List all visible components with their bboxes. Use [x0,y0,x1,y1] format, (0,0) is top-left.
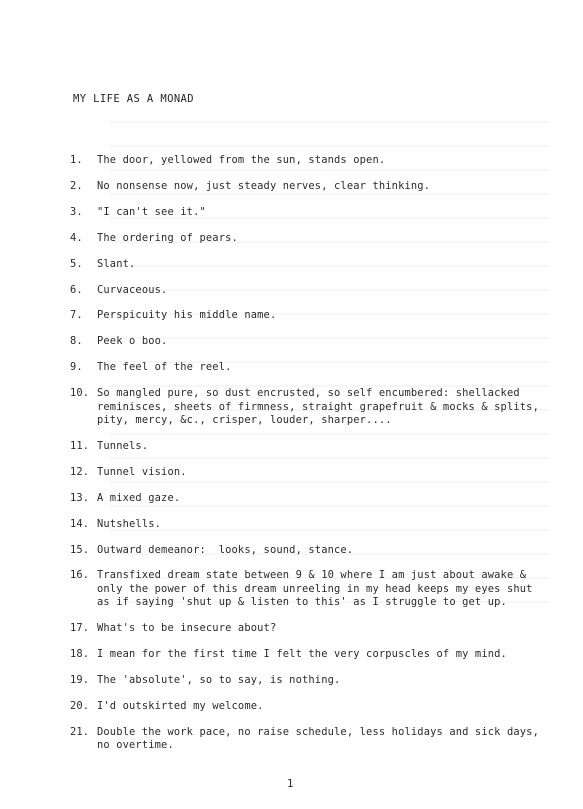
item-text: Tunnel vision. [97,465,187,478]
item-number: 17. [70,622,90,635]
item-text: Curvaceous. [97,283,168,296]
item-number: 1. [70,154,83,166]
item-number: 10. [70,387,90,400]
item-number: 12. [70,465,90,478]
item-text: Transfixed dream state between 9 & 10 where I am just about awake & only the power of this dream unreeling in my head keeps my eyes shut as if saying 'shut up & listen to this' as I struggle to get up. [97,569,533,609]
item-number: 15. [70,543,90,556]
list-item [70,180,565,193]
item-number: 9. [70,361,83,374]
list-item [70,726,565,753]
list-item [70,622,565,635]
list-item [70,492,565,505]
page-title: MY LIFE AS A MONAD [73,93,194,105]
item-number: 11. [70,439,90,452]
item-number: 4. [70,231,83,244]
list-item [70,569,565,609]
item-number: 21. [70,725,90,738]
item-number: 2. [70,179,83,192]
list-item [70,674,565,687]
item-text: Tunnels. [97,439,149,452]
item-text: I mean for the first time I felt the very corpuscles of my mind. [97,648,507,661]
item-number: 18. [70,648,90,661]
item-text: Perspicuity his middle name. [97,309,277,322]
item-text: What's to be insecure about? [97,622,277,635]
item-number: 13. [70,491,90,504]
item-number: 19. [70,673,90,686]
list-item [70,648,565,661]
list-item [70,700,565,713]
item-number: 5. [70,257,83,270]
list-item [70,154,565,167]
list-item [70,440,565,453]
list-item [70,232,565,245]
item-number: 7. [70,309,83,322]
item-text: The feel of the reel. [97,361,232,374]
item-text: Peek o boo. [97,335,168,348]
numbered-list [70,154,565,753]
page-number: 1 [287,778,294,790]
item-text: A mixed gaze. [97,491,181,504]
item-text: Double the work pace, no raise schedule, less holidays and sick days, no overtime. [97,725,539,752]
item-text: I'd outskirted my welcome. [97,699,264,712]
item-text: The 'absolute', so to say, is nothing. [97,673,341,686]
item-number: 6. [70,283,83,296]
item-number: 3. [70,205,83,218]
item-number: 8. [70,335,83,348]
list-item [70,284,565,297]
item-number: 14. [70,517,90,530]
item-number: 16. [70,569,90,582]
list-item [70,361,565,374]
list-item [70,518,565,531]
item-text: Slant. [97,257,136,270]
item-number: 20. [70,699,90,712]
list-item [70,544,565,557]
item-text: So mangled pure, so dust encrusted, so self encumbered: shellacked reminisces, sheets of firmness, straight grapefruit & mocks & splits, pity, mercy, &c., crisper, louder, sharper.... [97,387,539,426]
item-text: The ordering of pears. [97,231,238,244]
list-item [70,309,565,322]
item-text: Outward demeanor: looks, sound, stance. [97,543,354,556]
item-text: The door, yellowed from the sun, stands open. [97,154,386,166]
list-item [70,206,565,219]
item-text: No nonsense now, just steady nerves, clear thinking. [97,179,431,192]
list-item [70,387,565,427]
list-item [70,335,565,348]
item-text: Nutshells. [97,517,162,530]
list-item [70,258,565,271]
list-item [70,466,565,479]
item-text: "I can't see it." [97,205,206,218]
